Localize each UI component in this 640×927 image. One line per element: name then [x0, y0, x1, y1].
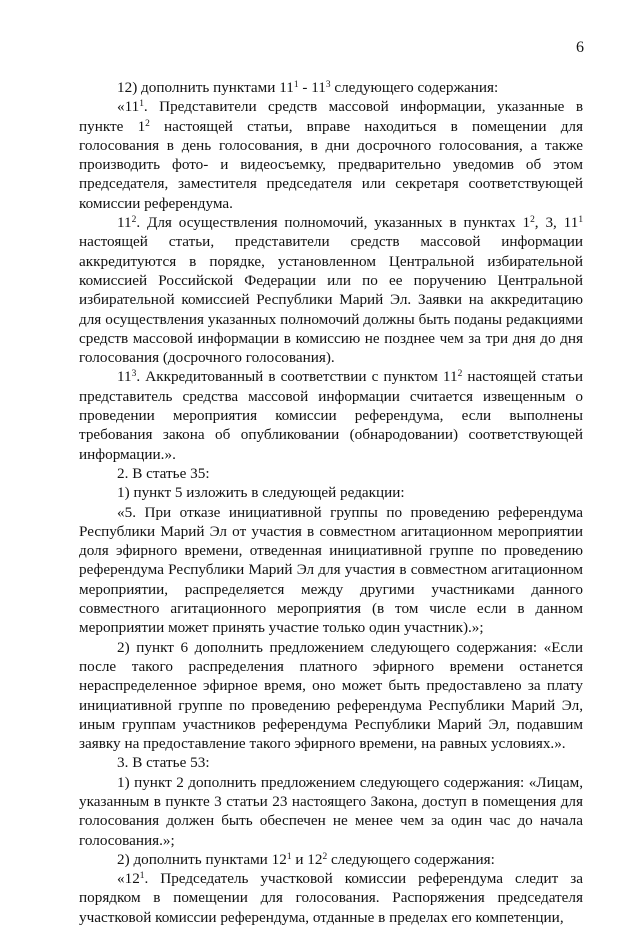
superscript-index: 3: [131, 369, 137, 380]
text-run: 11: [117, 368, 132, 386]
text-run: . Аккредитованный в соответствии с пунктом 11: [136, 368, 458, 386]
paragraph-article-53-item-2: [79, 850, 583, 869]
paragraph-article-35-item-1: [79, 483, 583, 502]
text-run: 12) дополнить пунктами 11: [117, 79, 294, 96]
text-run: «11: [117, 98, 140, 116]
text-run: 2) пункт 6 дополнить предложением следующего содержания: «Если после такого распределения платного эфирного времени останется нераспределенное эфирное время, оно может быть предоставлено за плату инициативной группе по проведению референдума Республики Марий Эл, иным группам участников референдума Республики Марий Эл, подавшим заявку на предоставление такого эфирного времени, на равных условиях.».: [79, 638, 583, 753]
text-run: 2) дополнить пунктами 12: [117, 850, 287, 868]
superscript-index: 2: [530, 214, 535, 225]
paragraph-point-5-text: [79, 503, 583, 638]
text-run: «5. При отказе инициативной группы по проведению референдума Республики Марий Эл от участия в совместном агитационном мероприятии доля эфирного времени, отведенная инициативной группе по проведению референдума Республики Марий Эл для участия в совместном агитационном мероприятии, распределяется между другими участниками данного совместного агитационного мероприятия (в том числе если в данном мероприятии может принять участие только один участник).»;: [79, 503, 583, 637]
text-run: , 3, 11: [534, 214, 579, 232]
superscript-index: 1: [139, 871, 145, 881]
text-run: настоящей статьи, вправе находиться в помещении для голосования в день голосования, в дни досрочного голосования, а также производить фото- и видеосъемку, предварительно уведомив об этом председателя, заместителя председателя или секретаря соответствующей комиссии референдума.: [79, 117, 584, 212]
superscript-index: 1: [293, 79, 299, 90]
document-body: [79, 78, 583, 927]
text-run: «12: [117, 870, 140, 888]
paragraph-article-53: [79, 753, 583, 772]
superscript-index: 2: [145, 118, 150, 129]
superscript-index: 1: [578, 214, 584, 225]
paragraph-article-35-item-2: [79, 638, 583, 754]
text-run: 11: [117, 214, 132, 232]
page-number: 6: [576, 39, 584, 56]
text-run: 1) пункт 5 изложить в следующей редакции:: [117, 484, 405, 502]
superscript-index: 2: [457, 369, 463, 380]
text-run: следующего содержания:: [327, 850, 495, 868]
paragraph-item-12: [79, 78, 583, 97]
text-run: настоящей статьи, представители средств массовой информации аккредитуются в порядке, установленном Центральной избирательной комиссией Российской Федерации или по ее поручению Центральной избирательной комиссией Республики Марий Эл. Заявки на аккредитацию для осуществления указанных полномочий должны быть поданы редакциями средств массовой информации в комиссию не позднее чем за три дня до дня голосования (досрочного голосования).: [79, 233, 583, 367]
text-run: 1) пункт 2 дополнить предложением следующего содержания: «Лицам, указанным в пункте 3 статьи 23 настоящего Закона, доступ в помещения для голосования должен быть обеспечен не менее чем за один час до начала голосования.»;: [79, 773, 583, 849]
paragraph-article-35: [79, 464, 583, 483]
text-run: - 11: [298, 79, 326, 96]
text-run: и 12: [291, 850, 323, 868]
paragraph-point-11-1: [79, 97, 583, 213]
superscript-index: 2: [322, 851, 328, 862]
paragraph-point-11-2: [79, 213, 583, 367]
text-run: . Для осуществления полномочий, указанных в пунктах 1: [136, 214, 531, 232]
text-run: следующего содержания:: [330, 79, 499, 96]
paragraph-point-12-1: [79, 869, 583, 927]
superscript-index: 3: [325, 79, 331, 90]
text-run: настоящей статьи представитель средства массовой информации считается извещенным о проведении мероприятия комиссии референдума, если выполнены требования закона об опубликовании (обнародовании) соответствующей информации.».: [79, 368, 583, 463]
text-run: . Председатель участковой комиссии референдума следит за порядком в помещении для голосования. Распоряжения председателя участковой комиссии референдума, отданные в пределах его компетенции,: [79, 870, 583, 926]
text-run: 2. В статье 35:: [117, 464, 210, 482]
text-run: 3. В статье 53:: [117, 754, 210, 772]
superscript-index: 1: [139, 99, 144, 110]
superscript-index: 1: [286, 851, 292, 862]
superscript-index: 2: [131, 214, 137, 225]
text-run: . Представители средств массовой информации, указанные в пункте 1: [79, 98, 583, 135]
paragraph-point-11-3: [79, 367, 583, 463]
paragraph-article-53-item-1: [79, 773, 583, 850]
